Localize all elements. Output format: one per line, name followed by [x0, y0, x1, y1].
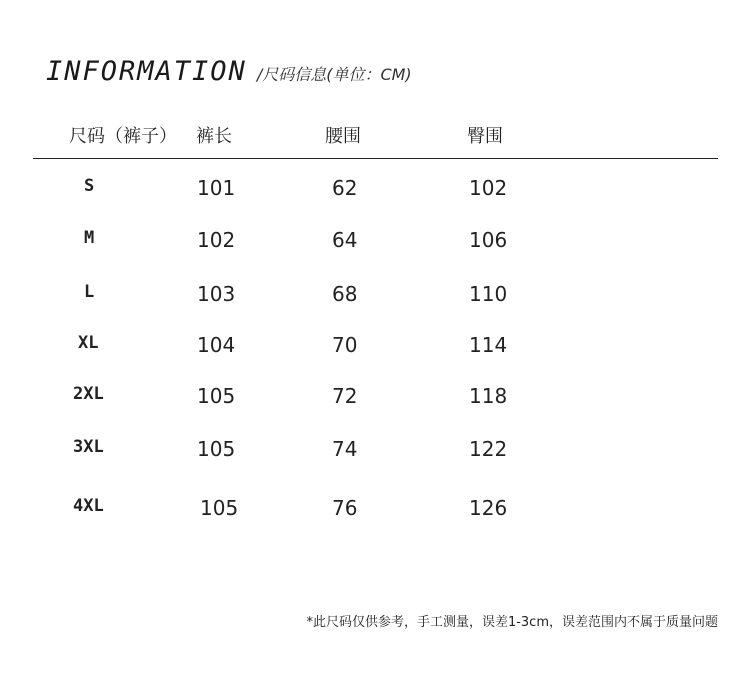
cell-hip: 106	[469, 228, 508, 252]
header-hip: 臀围	[467, 126, 503, 147]
cell-length: 105	[197, 384, 236, 408]
cell-length: 101	[197, 176, 236, 200]
cell-waist: 68	[332, 282, 358, 306]
header-waist: 腰围	[325, 126, 361, 147]
cell-hip: 126	[469, 496, 508, 520]
table-row	[0, 228, 750, 258]
cell-hip: 102	[469, 176, 508, 200]
cell-size: M	[84, 228, 95, 248]
cell-waist: 62	[332, 176, 358, 200]
table-row	[0, 176, 750, 206]
header-size: 尺码（裤子）	[69, 126, 177, 147]
table-row	[0, 496, 750, 526]
cell-waist: 70	[332, 333, 358, 357]
cell-length: 103	[197, 282, 236, 306]
table-row	[0, 282, 750, 312]
table-row	[0, 333, 750, 363]
cell-hip: 118	[469, 384, 508, 408]
cell-size: L	[84, 282, 95, 302]
header-length: 裤长	[196, 126, 232, 147]
title-main: INFORMATION	[46, 56, 247, 87]
disclaimer-note: *此尺码仅供参考，手工测量，误差1-3cm，误差范围内不属于质量问题	[306, 615, 718, 630]
cell-length: 105	[197, 437, 236, 461]
cell-size: XL	[78, 333, 99, 353]
cell-length: 102	[197, 228, 236, 252]
cell-hip: 110	[469, 282, 508, 306]
cell-waist: 64	[332, 228, 358, 252]
cell-size: 4XL	[73, 496, 104, 516]
cell-waist: 76	[332, 496, 358, 520]
cell-waist: 72	[332, 384, 358, 408]
cell-hip: 122	[469, 437, 508, 461]
table-row	[0, 384, 750, 414]
title-subtitle: /尺码信息(单位：CM)	[256, 65, 412, 84]
cell-hip: 114	[469, 333, 508, 357]
table-row	[0, 437, 750, 467]
cell-size: S	[84, 176, 95, 196]
cell-waist: 74	[332, 437, 358, 461]
cell-size: 2XL	[73, 384, 104, 404]
cell-length: 104	[197, 333, 236, 357]
cell-size: 3XL	[73, 437, 104, 457]
cell-length: 105	[200, 496, 239, 520]
